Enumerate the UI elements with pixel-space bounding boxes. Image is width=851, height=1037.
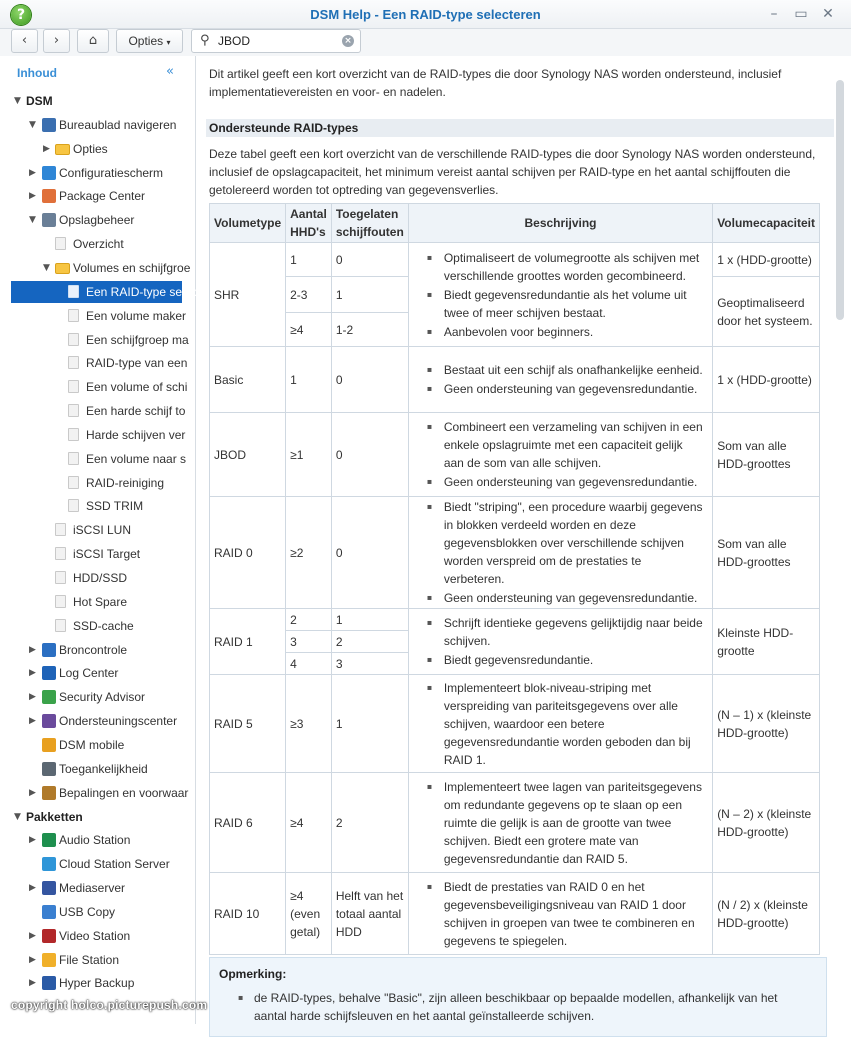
cell-description [408,497,712,609]
description-bullet: ▪ Geen ondersteuning van gegevensredundantie. [427,473,704,491]
doc-icon [68,356,79,369]
doc-icon [68,309,79,322]
cell-fault-tolerance: 3 [331,653,408,675]
sidebar-item-label: DSM mobile [59,737,125,752]
description-bullet: ▪ Bestaat uit een schijf als onafhankelijke eenheid. [427,361,704,379]
expanded-arrow-icon[interactable]: ▼ [29,119,36,130]
cell-fault-tolerance: 1 [331,675,408,773]
package-icon [42,189,56,203]
sidebar-item-label: Broncontrole [59,642,128,657]
cell-fault-tolerance: Helft van het totaal aantal HDD [331,873,408,955]
search-input[interactable] [218,33,336,49]
sidebar-item-label: RAID-reiniging [86,475,165,490]
sidebar-item-audio-station[interactable] [0,829,195,851]
collapsed-arrow-icon[interactable]: ▶ [29,930,36,941]
table-row [210,497,820,609]
search-icon: ⚲ [200,33,210,48]
cell-fault-tolerance: 2 [331,773,408,873]
description-bullet: ▪ Implementeert blok-niveau-striping met verspreiding van pariteitsgegevens over alle schijven, waardoor een betere gegevensredundantie worden geboden dan bij RAID 1. [427,679,704,769]
sidebar-item-volumes-en-schijfgroe[interactable] [0,257,195,279]
folder-icon [55,263,70,274]
sidebar-item-label: SSD-cache [73,618,134,633]
cell-hdd-count: 1 [286,243,332,277]
sidebar-item-raid-type-van-een[interactable] [0,352,195,374]
description-bullet: ▪ Biedt "striping", een procedure waarbij gegevens in blokken verdeeld worden en deze gegevensblokken over verschillende schijven worden verspreid om de prestaties te verbeteren. [427,498,704,588]
sidebar-item-file-station[interactable] [0,949,195,971]
article-content [197,56,851,1024]
cell-description [408,675,712,773]
collapsed-arrow-icon[interactable]: ▶ [29,787,36,798]
cell-capacity: Geoptimaliseerd door het systeem. [713,277,820,347]
desktop-icon [42,118,56,132]
sidebar-item-label: Opslagbeheer [59,213,135,228]
sidebar-item-een-raid-type-selec[interactable] [11,281,198,303]
description-bullet: ▪ Biedt gegevensredundantie. [427,651,704,669]
cell-fault-tolerance: 0 [331,413,408,497]
sidebar-item-een-schijfgroep-ma[interactable] [0,329,195,351]
header-volumetype: Volumetype [210,204,286,243]
storage-icon [42,213,56,227]
options-button[interactable] [116,29,183,53]
sidebar-item-label: Ondersteuningscenter [59,714,178,729]
note-list [238,989,808,1025]
collapsed-arrow-icon[interactable]: ▶ [29,716,36,727]
doc-icon [68,499,79,512]
sidebar-item-hdd-ssd[interactable] [0,567,195,589]
maximize-icon[interactable]: ▭ [794,6,808,22]
sidebar-item-hot-spare[interactable] [0,591,195,613]
sidebar-item-harde-schijven-ver[interactable] [0,424,195,446]
sidebar-item-hyper-backup[interactable] [0,972,195,994]
sidebar-item-label: DSM [26,94,53,108]
cell-capacity: Som van alle HDD-groottes [713,497,820,609]
collapsed-arrow-icon[interactable]: ▶ [29,644,36,655]
cell-hdd-count: 4 [286,653,332,675]
doc-icon [68,428,79,441]
sidebar-item-label: Opties [73,141,108,156]
sidebar-item-label: Volumes en schijfgroe [73,260,191,275]
backup-icon [42,976,56,990]
sidebar-item-label: Een harde schijf to [86,404,186,419]
sidebar-item-een-volume-of-schi[interactable] [0,376,195,398]
cell-hdd-count: 2 [286,609,332,631]
cell-volumetype: RAID 6 [210,773,286,873]
cloud-icon [42,857,56,871]
collapsed-arrow-icon[interactable]: ▶ [29,883,36,894]
doc-icon [55,523,66,536]
sidebar-item-iscsi-target[interactable] [0,543,195,565]
sidebar-item-overzicht[interactable] [0,233,195,255]
expanded-arrow-icon[interactable]: ▼ [29,215,36,226]
doc-icon [68,285,79,298]
cell-fault-tolerance: 2 [331,631,408,653]
sidebar-item-label: Een RAID-type selec [86,284,198,299]
note-title: Opmerking: [219,967,287,981]
description-bullet: ▪ Biedt de prestaties van RAID 0 en het gegevensbeveiligingsniveau van RAID 1 door schijven in groepen van twee te combineren en gegevens te spiegelen. [427,878,704,950]
description-bullet: ▪ Implementeert twee lagen van pariteitsgegevens om redundante gegevens op te slaan op een ruimte die gelijk is aan de grootte van twee schijven. Biedt een grotere mate van gegevensredundantie dan RAID 5. [427,778,704,868]
cell-volumetype: RAID 1 [210,609,286,675]
back-button[interactable] [11,29,38,53]
clear-search-icon[interactable]: × [342,35,354,47]
sidebar-heading: Inhoud [17,66,57,80]
description-bullet: ▪ Combineert een verzameling van schijven in een enkele opslagruimte met een capaciteit gelijk aan de som van alle schijven. [427,418,704,472]
support-icon [42,714,56,728]
doc-icon [68,452,79,465]
sidebar-item-label: Een volume of schi [86,380,188,395]
cell-capacity: (N / 2) x (kleinste HDD-grootte) [713,873,820,955]
sidebar-item-label: RAID-type van een [86,356,188,371]
title-bar [0,0,851,29]
cell-fault-tolerance: 0 [331,347,408,413]
chevron-left-icon: ‹ [21,33,28,48]
cell-volumetype: RAID 10 [210,873,286,955]
cell-description [408,347,712,413]
sidebar-item-opties[interactable] [0,138,195,160]
cell-capacity: (N – 2) x (kleinste HDD-grootte) [713,773,820,873]
section-description: Deze tabel geeft een kort overzicht van de verschillende RAID-types die door Synology NAS worden ondersteund, inclusief de opslagcapaciteit, het minimum vereist aantal schijven per RAID-type en het aantal schijffouten die getolereerd worden tot optreding van gegevensverlies. [209,147,816,197]
sidebar-item-usb-copy[interactable] [0,901,195,923]
doc-icon [68,404,79,417]
sidebar-item-opslagbeheer[interactable] [0,209,195,231]
cell-capacity: 1 x (HDD-grootte) [713,347,820,413]
sidebar-item-label: Pakketten [26,809,83,824]
sidebar-item-label: iSCSI Target [73,547,141,562]
sidebar-item-label: iSCSI LUN [73,523,132,538]
cell-hdd-count: 2-3 [286,277,332,313]
cell-description [408,413,712,497]
control-icon [42,166,56,180]
chevron-right-icon: › [53,33,60,48]
sidebar-item-package-center[interactable] [0,185,195,207]
sidebar-item-security-advisor[interactable] [0,686,195,708]
cell-description [408,243,712,347]
sidebar-item-label: Harde schijven ver [86,427,186,442]
minimize-icon[interactable]: – [770,6,778,22]
sidebar-item-bureaublad-navigeren[interactable] [0,114,195,136]
collapsed-arrow-icon[interactable]: ▶ [29,978,36,989]
sidebar-item-label: File Station [59,952,120,967]
cell-volumetype: SHR [210,243,286,347]
sidebar-item-label: Een schijfgroep ma [86,332,189,347]
cell-volumetype: RAID 0 [210,497,286,609]
cell-hdd-count: ≥4 (even getal) [286,873,332,955]
expanded-arrow-icon[interactable]: ▼ [14,96,21,106]
audio-icon [42,833,56,847]
table-row [210,609,820,631]
sidebar-item-ssd-trim[interactable] [0,495,195,517]
sidebar-item-label: Audio Station [59,833,131,848]
mobile-icon [42,738,56,752]
video-icon [42,929,56,943]
doc-icon [68,380,79,393]
cell-fault-tolerance: 1 [331,609,408,631]
collapse-sidebar-icon[interactable]: « [166,64,174,79]
header-fault-tolerance: Toegelaten schijffouten [331,204,408,243]
table-row [210,675,820,773]
header-description: Beschrijving [408,204,712,243]
search-box[interactable] [191,29,361,53]
home-icon: ⌂ [88,33,98,48]
usb-icon [42,905,56,919]
sidebar-item-een-harde-schijf-to[interactable] [0,400,195,422]
sidebar [0,56,196,1024]
watermark-text: copyright holco.picturepush.com [11,998,208,1012]
cell-hdd-count: ≥4 [286,313,332,347]
expanded-arrow-icon[interactable]: ▼ [14,811,21,822]
toolbar [0,29,851,56]
sidebar-item-log-center[interactable] [0,662,195,684]
table-row [210,347,820,413]
help-icon: ? [11,5,31,25]
monitor-icon [42,643,56,657]
cell-capacity: 1 x (HDD-grootte) [713,243,820,277]
sidebar-item-een-volume-maker[interactable] [0,305,195,327]
table-row [210,773,820,873]
cell-fault-tolerance: 0 [331,497,408,609]
sidebar-item-label: Overzicht [73,237,124,252]
cell-hdd-count: ≥2 [286,497,332,609]
sidebar-item-iscsi-lun[interactable] [0,519,195,541]
sidebar-item-label: Toegankelijkheid [59,761,148,776]
note-box [209,957,827,1037]
doc-icon [55,619,66,632]
sidebar-item-configuratiescherm[interactable] [0,162,195,184]
cell-fault-tolerance: 1 [331,277,408,313]
sidebar-item-raid-reiniging[interactable] [0,472,195,494]
cell-hdd-count: ≥1 [286,413,332,497]
sidebar-item-label: Package Center [59,189,146,204]
description-bullet: ▪ Geen ondersteuning van gegevensredundantie. [427,589,704,607]
sidebar-item-label: Een volume naar s [86,451,187,466]
collapsed-arrow-icon[interactable]: ▶ [29,692,36,703]
sidebar-item-label: Bepalingen en voorwaar [59,785,189,800]
media-icon [42,881,56,895]
sidebar-item-pakketten[interactable] [0,806,195,828]
cell-description [408,773,712,873]
table-row [210,243,820,277]
description-bullet: ▪ Geen ondersteuning van gegevensredundantie. [427,380,704,398]
content-scrollbar[interactable] [836,80,844,320]
sidebar-item-bepalingen-en-voorwaar[interactable] [0,782,195,804]
caret-down-icon: ▾ [166,38,171,47]
options-label: Opties [128,34,164,48]
note-item: ▪ de RAID-types, behalve "Basic", zijn alleen beschikbaar op bepaalde modellen, afhankelijk van het aantal harde schijfsleuven en het aantal geïnstalleerde schijven. [238,989,808,1025]
header-capacity: Volumecapaciteit [713,204,820,243]
doc-icon [55,595,66,608]
header-hdd-count: Aantal HHD's [286,204,332,243]
cell-hdd-count: ≥4 [286,773,332,873]
description-bullet: ▪ Schrijft identieke gegevens gelijktijdig naar beide schijven. [427,614,704,650]
cell-volumetype: JBOD [210,413,286,497]
sidebar-item-toegankelijkheid[interactable] [0,758,195,780]
cell-hdd-count: ≥3 [286,675,332,773]
raid-types-table [209,203,820,955]
sidebar-item-label: USB Copy [59,904,116,919]
cell-volumetype: RAID 5 [210,675,286,773]
sidebar-item-dsm-mobile[interactable] [0,734,195,756]
cell-description [408,873,712,955]
filestation-icon [42,953,56,967]
doc-icon [55,571,66,584]
collapsed-arrow-icon[interactable]: ▶ [29,167,36,178]
sidebar-item-label: HDD/SSD [73,571,128,585]
cell-capacity: (N – 1) x (kleinste HDD-grootte) [713,675,820,773]
collapsed-arrow-icon[interactable]: ▶ [29,835,36,846]
sidebar-item-label: Hot Spare [73,594,128,609]
expanded-arrow-icon[interactable]: ▼ [43,262,50,273]
table-row [210,413,820,497]
cell-capacity: Som van alle HDD-groottes [713,413,820,497]
sidebar-item-label: SSD TRIM [86,499,144,514]
sidebar-item-label: Mediaserver [59,881,126,896]
cell-fault-tolerance: 0 [331,243,408,277]
sidebar-item-label: Log Center [59,666,119,681]
log-icon [42,666,56,680]
forward-button[interactable] [43,29,70,53]
collapsed-arrow-icon[interactable]: ▶ [29,668,36,679]
security-icon [42,690,56,704]
intro-text: Dit artikel geeft een kort overzicht van de RAID-types die door Synology NAS worden ondersteund, inclusief implementatievereisten en voor- en nadelen. [209,67,782,99]
sidebar-item-label: Configuratiescherm [59,165,164,180]
cell-hdd-count: 3 [286,631,332,653]
description-bullet: ▪ Optimaliseert de volumegrootte als schijven met verschillende groottes worden gecombineerd. [427,249,704,285]
collapsed-arrow-icon[interactable]: ▶ [43,143,50,154]
close-icon[interactable]: ✕ [822,6,834,22]
cell-fault-tolerance: 1-2 [331,313,408,347]
sidebar-item-dsm[interactable] [0,90,195,112]
home-button[interactable] [77,29,109,53]
description-bullet: ▪ Aanbevolen voor beginners. [427,323,704,341]
cell-capacity: Kleinste HDD-grootte [713,609,820,675]
doc-icon [68,476,79,489]
sidebar-item-cloud-station-server[interactable] [0,853,195,875]
folder-icon [55,144,70,155]
sidebar-item-label: Een volume maker [86,308,187,323]
table-header-row [210,204,820,243]
sidebar-item-label: Bureaublad navigeren [59,117,177,132]
sidebar-item-label: Video Station [59,928,131,943]
keyboard-icon [42,762,56,776]
table-row [210,873,820,955]
cell-volumetype: Basic [210,347,286,413]
collapsed-arrow-icon[interactable]: ▶ [29,191,36,202]
doc-icon [55,237,66,250]
window-title: DSM Help - Een RAID-type selecteren [310,7,541,22]
sidebar-item-label: Hyper Backup [59,976,135,991]
sidebar-item-mediaserver[interactable] [0,877,195,899]
doc-icon [55,547,66,560]
section-title: Ondersteunde RAID-types [206,119,834,137]
collapsed-arrow-icon[interactable]: ▶ [29,954,36,965]
description-bullet: ▪ Biedt gegevensredundantie als het volume uit twee of meer schijven bestaat. [427,286,704,322]
sidebar-item-video-station[interactable] [0,925,195,947]
sidebar-item-een-volume-naar-s[interactable] [0,448,195,470]
sidebar-item-ondersteuningscenter[interactable] [0,710,195,732]
sidebar-item-ssd-cache[interactable] [0,615,195,637]
sidebar-item-label: Security Advisor [59,690,146,705]
sidebar-item-broncontrole[interactable] [0,639,195,661]
cell-hdd-count: 1 [286,347,332,413]
doc-icon [68,333,79,346]
terms-icon [42,786,56,800]
sidebar-item-label: Cloud Station Server [59,857,170,872]
cell-description [408,609,712,675]
